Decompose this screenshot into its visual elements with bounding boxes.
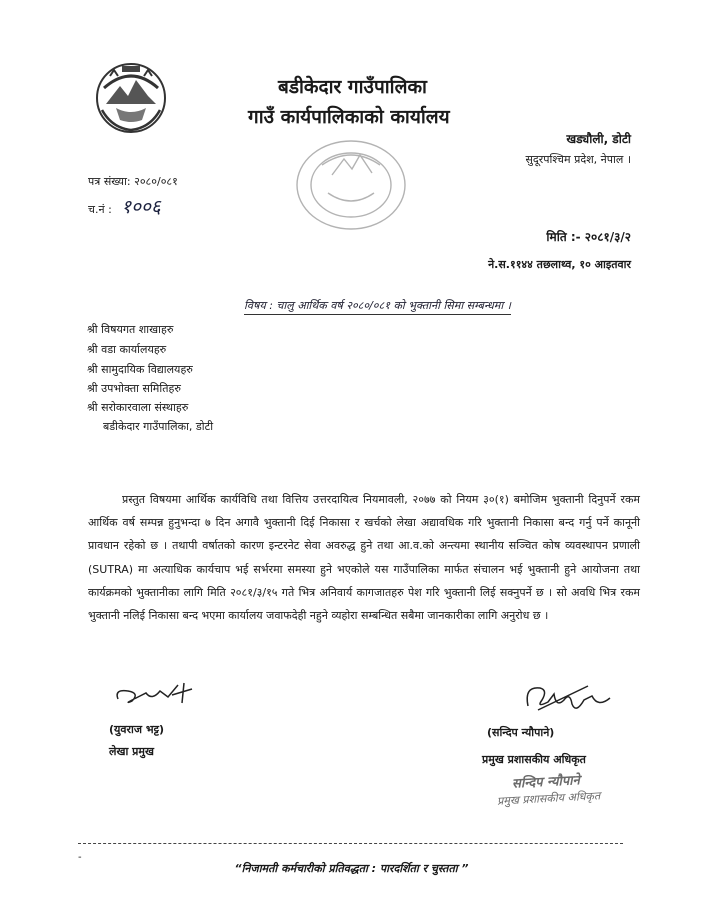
patra-sankhya: पत्र संख्या: २०८०/०८१ bbox=[88, 175, 178, 188]
nepal-emblem-icon bbox=[92, 58, 170, 136]
chalani-number-line bbox=[88, 193, 161, 219]
recipient-item: श्री वडा कार्यालयहरु bbox=[87, 343, 167, 356]
letter-body: प्रस्तुत विषयमा आर्थिक कार्यविधि तथा वित्तिय उत्तरदायित्व नियमावली, २०७७ को नियम ३०(१) बमोजिम भुक्तानी दिनुपर्ने रकम आर्थिक वर्ष सम्पन्न हुनुभन्दा ७ दिन अगावै भुक्तानी दिई निकासा र खर्चको लेखा अद्यावधिक गरि भुक्तानी निकासा बन्द गर्नु पर्ने कानूनी प्रावधान रहेको छ । तथापी वर्षातको कारण इन्टरनेट सेवा अवरुद्ध हुने तथा आ.व.को अन्त्यमा स्थानीय सञ्चित कोष व्यवस्थापन प्रणाली (SUTRA) मा अत्याधिक कार्यचाप भई सर्भरमा समस्या हुने भएकोले यस गाउँपालिका मार्फत संचालन भई भुक्तानी हुने आयोजना तथा कार्यक्रमको भुक्तानीका लागि मिति २०८१/३/१५ गते भित्र अनिवार्य कागजातहरु पेश गरि भुक्तानी लिई सक्नुपर्ने छ । सो अवधि भित्र रकम भुक्तानी नलिई निकासा बन्द भएमा कार्यालय जवाफदेही नहुने व्यहोरा सम्बन्धित सबैमा जानकारीका लागि अनुरोध छ । bbox=[88, 493, 640, 623]
footer-motto: “निजामती कर्मचारीको प्रतिवद्धता : पारदर्शिता र चुस्तता ” bbox=[234, 862, 469, 875]
office-seal-icon bbox=[292, 135, 410, 235]
recipient-item: बडीकेदार गाउँपालिका, डोटी bbox=[103, 420, 214, 433]
subject-line: विषय : चालु आर्थिक वर्ष २०८०/०८१ को भुक्तानी सिमा सम्बन्धमा । bbox=[244, 298, 511, 315]
office-name: गाउँ कार्यपालिकाको कार्यालय bbox=[248, 106, 450, 128]
recipient-item: श्री सामुदायिक विद्यालयहरु bbox=[87, 363, 193, 376]
right-signatory-designation: प्रमुख प्रशासकीय अधिकृत bbox=[482, 753, 586, 766]
chalani-number: १००६ bbox=[121, 196, 161, 218]
chalani-label: च.नं : bbox=[88, 203, 112, 216]
designation-stamp: प्रमुख प्रशासकीय अधिकृत bbox=[496, 789, 601, 808]
left-signatory-name: (युवराज भट्ट) bbox=[109, 723, 165, 736]
recipient-item: श्री विषयगत शाखाहरु bbox=[87, 323, 174, 336]
nepal-sambat-date: ने.स.११४४ तछलाथ्व, १० आइतवार bbox=[488, 258, 631, 271]
left-signatory-designation: लेखा प्रमुख bbox=[109, 745, 154, 758]
footer-divider bbox=[78, 843, 623, 844]
name-stamp: सन्दिप न्यौपाने bbox=[511, 773, 581, 792]
signature-right bbox=[518, 678, 628, 720]
org-name: बडीकेदार गाउँपालिका bbox=[278, 76, 427, 98]
address-line2: सुदूरपश्चिम प्रदेश, नेपाल । bbox=[525, 153, 631, 166]
right-signatory-name: (सन्दिप न्यौपाने) bbox=[487, 726, 555, 739]
signature-left bbox=[112, 679, 208, 709]
address-line1: खड्यौली, डोटी bbox=[566, 132, 631, 146]
recipient-item: श्री उपभोक्ता समितिहरु bbox=[87, 382, 181, 395]
small-dash: - bbox=[78, 852, 82, 863]
date-line: मिति :- २०८१/३/२ bbox=[546, 230, 631, 244]
recipient-item: श्री सरोकारवाला संस्थाहरु bbox=[87, 401, 189, 414]
